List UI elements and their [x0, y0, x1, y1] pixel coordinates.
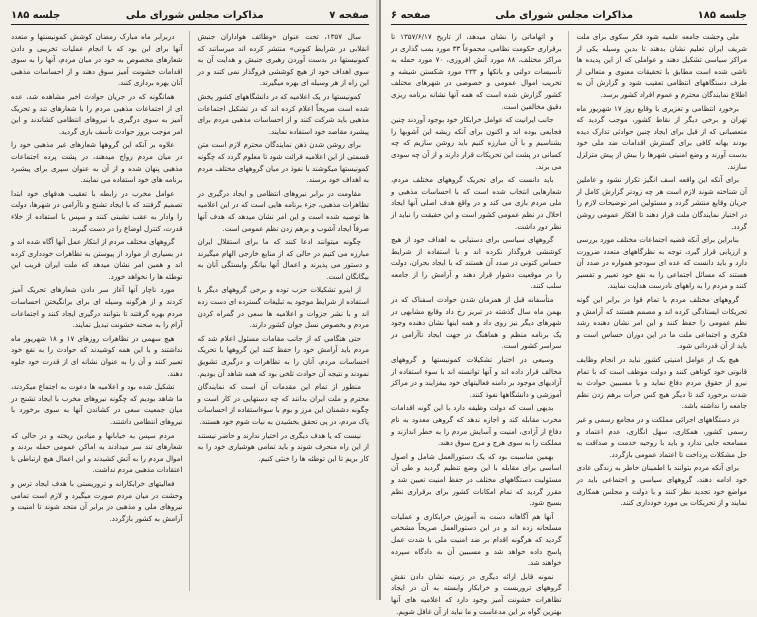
- paragraph: مقاومت در برابر نیروهای انتظامی و ایجاد درگیری در تظاهرات مذهبی، جزء برنامه هایی است که در این اعلامیه ها توصیه شده است و این امر نشان میدهد که هدف آنها صرفاً ایجاد آشوب و برهم زدن نظم عمومی است.: [197, 188, 369, 233]
- paragraph: مردم سپس به خیابانها و میادین ریخته و در حالی که شعارهای تند سر میدادند به اماکن عمومی حمله بردند و اموال مردم را به آتش کشیدند و این اعمال هیچ ارتباطی با اعتقادات مذهبی مردم نداشت.: [11, 430, 183, 475]
- paragraph: مورد ناچار آنها آغاز سر دادن شعارهای تحریک آمیز کردند و از هرگونه وسیله ای برای برانگیختن احساسات مردم بهره گرفتند تا بتوانند درگیری ایجاد کنند و اجتماعات آرام را به صحنه خشونت تبدیل نمایند.: [11, 285, 183, 330]
- paragraph: بهمین مناسبت بود که یک دستورالعمل شامل و اصول اساسی برای مقابله با این وضع تنظیم گردید و طی آن مسئولیت دستگاههای مختلف در حفظ امنیت تعیین شد و مقرر گردید که تمام امکانات کشور برای برقراری نظم بسیج شود.: [391, 451, 562, 508]
- paragraph: برای آنکه مردم بتوانند با اطمینان خاطر به زندگی عادی خود ادامه دهند، گروههای سیاسی و اجتماعی باید در مواضع خود تجدید نظر کنند و با دولت و مجلس همکاری نمایند و از تحریکات بی مورد خودداری کنند.: [576, 463, 747, 508]
- paragraph: بدیهی است که دولت وظیفه دارد با این گونه اقدامات مخرب مقابله کند و اجازه ندهد که گروهی معدود به نام دفاع از آزادی، امنیت و آسایش مردم را به خطر اندازند و مملکت را به سوی هرج و مرج سوق دهند.: [391, 403, 562, 448]
- session-number: جلسه ۱۸۵: [11, 10, 61, 21]
- left-page: [1, 0, 379, 600]
- paragraph: برای روشن شدن ذهن نمایندگان محترم لازم است متن قسمتی از این اعلامیه قرائت شود تا معلوم گردد که چگونه کمونیستها میکوشند با نفوذ در میان گروههای مختلف مردم به اهداف خود برسند.: [197, 140, 369, 185]
- paragraph: گروههای مختلف مردم از ابتکار عمل آنها آگاه شده اند و در بسیاری از موارد از پیوستن به تظاهرات خودداری کرده اند و همین امر نشان میدهد که ملت ایران فریب این توطئه ها را نخواهد خورد.: [11, 237, 183, 281]
- paragraph: تشکیل شده بود و اعلامیه ها دعوت به اجتماع میکردند، ما شاهد بودیم که چگونه نیروهای مخرب با ایجاد تشنج در میان جمعیت سعی در کشاندن آنها به سوی برخورد با نیروهای انتظامی داشتند.: [11, 382, 183, 426]
- paragraph: آنها هم آگاهانه دست به آموزش خرابکاری و عملیات مسلحانه زده اند و در این دستورالعمل صریحاً مشخص گردید که هرگونه اقدام بر ضد امنیت ملی با شدت عمل پاسخ داده خواهد شد و مسببین آن به دادگاه سپرده خواهند شد.: [391, 511, 562, 568]
- paragraph: دربرابر ماه مبارک رمضان کوشش کمونیستها و متعدد آنها برای این بود که با انجام عملیات تخریبی و دادن شعارهای مخصوص به خود در میان مردم، آنها را به سوی اقدامات خشونت آمیز سوق دهند و از احساسات مذهبی آنان بهره برداری کنند.: [11, 32, 183, 88]
- text-column: [11, 31, 190, 591]
- paragraph: حتی هنگامی که از جانب مقامات مسئول اعلام شد که مردم باید آرامش خود را حفظ کنند این گروهها با تحریک احساسات مردم، آنان را به تظاهرات و درگیری تشویق نمودند و نتیجه آن حوادث تلخی بود که همه شاهد آن بودیم.: [197, 333, 369, 378]
- text-column: [198, 31, 370, 591]
- paragraph: در دستگاههای اجرائی مملکت و در مجامع رسمی و غیر رسمی کشور، همکاری، سهل انگاری، عدم اعتماد و مسامحه جایی ندارد و باید با روحیه خدمت و صداقت به حل مشکلات پرداخت تا اعتماد عمومی بازگردد.: [576, 415, 747, 459]
- page-number: صفحه ۶: [391, 10, 431, 21]
- paragraph: وسیعی در اختیار تشکیلات کمونیستها و گروههای مخالف قرار داده اند و آنها توانسته اند با سوء استفاده از آزادیهای موجود بر دامنه فعالیتهای خود بیفزایند و در مراکز آموزشی و دانشگاهها نفوذ کنند.: [391, 355, 562, 399]
- paragraph: جانب ایرانیت که عوامل خرابکار خود بوجود آوردند چنین فجایعی بوده اند و اکنون برای آنکه ریشه این آشوبها را بشناسیم و با آن مبارزه کنیم باید روشن سازیم که چه کسانی در پشت این تحریکات قرار دارند و از آن چه سودی می برند.: [391, 115, 562, 171]
- paragraph: ملی وحشت جامعه علمیه شود فکر سکوی برای ملت شریف ایران تعلیم نشان بدهند تا بدین وسیله یکی از مراکز سیاسی تشکیل دهند و عواملی که از این پدیده ها ناشی شده است مطابق با تحقیقات معنوی و متعالی از طرف دستگاههای انتظامی تعقیب شود و گزارش آن به اطلاع نمایندگان محترم و عموم افراد کشور برسد.: [576, 32, 747, 99]
- paragraph: علاوه بر آنکه این گروهها شعارهای غیر مذهبی خود را در میان مردم رواج میدهند، در پشت پرده اجتماعات مذهبی پنهان شده و از آن به عنوان سپری برای پیشبرد برنامه های خود استفاده می نمایند.: [11, 140, 183, 185]
- paragraph: نمونه قابل ارائه دیگری در زمینه نشان دادن نقش گروههای تروریست و خرابکار وابسته به آن در ایجاد تظاهرات خشونت آمیز وجود دارد که اعلامیه های آنها بهترین گواه بر این مدعاست و ما نباید از آن غافل شویم.: [391, 571, 562, 616]
- paragraph: نیست که یا هدف دیگری در اختیار ندارند و حاضر نیستند از این راه منحرف شوند و باید تمامی هوشیاری خود را به کار بریم تا این توطئه ها را خنثی کنیم.: [197, 430, 369, 463]
- paragraph: گروههای مختلف مردم با تمام قوا در برابر این گونه تحریکات ایستادگی کرده اند و مصمم هستند که آرامش و نظم عمومی را حفظ کنند و این امر نشان دهنده رشد فکری و اجتماعی ملت ما در این دوران حساس است و باید از آن قدردانی شود.: [576, 295, 747, 351]
- paragraph: گروههای سیاسی برای دستیابی به اهداف خود از هیچ کوششی فروگذار نکرده اند و با استفاده از شرایط حساس کنونی در صدد آن هستند که با ایجاد بحران، دولت را در موقعیت دشوار قرار دهند و آرامش را از جامعه سلب کنند.: [391, 235, 562, 291]
- text-columns: [11, 31, 369, 591]
- paragraph: همانگونه که در جریان حوادث اخیر مشاهده شد، عده ای از اجتماعات مذهبی مردم را با شعارهای تند و تحریک آمیز به سوی درگیری با نیروهای انتظامی کشاندند و این امر موجب بروز حوادث تأسف باری گردید.: [11, 91, 183, 136]
- page-header: [11, 10, 369, 25]
- paragraph: فعالیتهای خرابکارانه و تروریستی با هدف ایجاد ترس و وحشت در میان مردم صورت میگیرد و لازم است تمامی نیروهای ملی و مذهبی در برابر آن متحد شوند تا امنیت و آرامش به کشور بازگردد.: [11, 478, 183, 523]
- paragraph: بنابراین برای آنکه قضیه اجتماعات مختلف مورد بررسی و ارزیابی قرار گیرد، توجه به نظرگاههای متعدد ضرورت دارد و باید دانست که عده ای سودجو همواره در صدد آن هستند که مسائل اجتماعی را به نفع خود تعبیر و تفسیر کنند و مردم را به راههای نادرست هدایت نمایند.: [576, 235, 747, 291]
- page-title: مذاکرات مجلس شورای ملی: [125, 10, 264, 21]
- paragraph: هیچ یک از عوامل امنیتی کشور نباید در انجام وظایف قانونی خود کوتاهی کنند و دولت موظف است که با تمام نیرو از حقوق مردم دفاع نماید و با مسببین حوادث به شدت برخورد کند تا دیگر هیچ کس جرأت برهم زدن نظم جامعه را نداشته باشد.: [576, 355, 747, 411]
- paragraph: منظور از تمام این مقدمات آن است که نمایندگان محترم و ملت ایران بدانند که چه دستهایی در کار است و چگونه دشمنان این مرز و بوم با سوءاستفاده از احساسات پاک مردم، در پی تحقق بخشیدن به نیات شوم خود هستند.: [197, 382, 369, 426]
- page-title: مذاکرات مجلس شورای ملی: [495, 10, 634, 21]
- paragraph: از اینرو تشکیلات حزب توده و برخی گروههای دیگر با استفاده از شرایط موجود به تبلیغات گسترده ای دست زده اند و با نشر جزوات و اعلامیه ها سعی در گمراه کردن مردم و بخصوص نسل جوان کشور دارند.: [197, 285, 369, 330]
- text-column: [577, 31, 748, 591]
- paragraph: و اتهاماتی را نشان میدهد، از تاریخ ۱۳۵۷/۶/۱۷ تا برقراری حکومت نظامی، مجموعاً ۳۳ مورد بمب گذاری در مراکز مختلف، ۸۸ مورد آتش افروزی، ۷۰ مورد حمله به تأسیسات دولتی و بانکها و ۲۳۳ مورد شکستن شیشه و تخریب اموال عمومی و خصوصی در شهرهای مختلف کشور گزارش شده است که همه آنها نشانه برنامه ریزی دقیق مخالفین است.: [391, 32, 562, 111]
- paragraph: سال ۱۳۵۷، تحت عنوان «وظائف هواداران جنبش انقلابی در شرایط کنونی» منتشر کرده اند میرسانند که کمونیستها در بدست آوردن رهبری جنبش و هدایت آن به سوی اهداف خود از هیچ کوششی فروگذار نمی کنند و در این راه از هر وسیله ای بهره میگیرند.: [197, 32, 369, 88]
- right-page: [379, 0, 757, 616]
- page-number: صفحه ۷: [329, 10, 369, 21]
- text-column: [391, 31, 569, 616]
- session-number: جلسه ۱۸۵: [697, 10, 747, 21]
- paragraph: متأسفانه قبل از همزمان شدن حوادث اسفناک که در بهمن ماه سال گذشته در تبریز رخ داد وقایع مشابهی در شهرهای دیگر نیز روی داد و همه اینها نشان دهنده وجود یک برنامه منظم و هماهنگ در جهت ایجاد ناآرامی در سراسر کشور است.: [391, 295, 562, 351]
- paragraph: هیچ سهمی در تظاهرات روزهای ۱۷ و ۱۸ شهریور ماه نداشتند و با این همه کوشیدند که حوادث را به نفع خود تعبیر کنند و آن را به عنوان نشانه ای از قدرت خود جلوه دهند.: [11, 333, 183, 378]
- paragraph: چگونه میتوانند ادعا کنند که ما برای استقلال ایران مبارزه می کنیم در حالی که از منابع خارجی الهام میگیرند و دستور می پذیرند و اعمال آنها بیانگر وابستگی آنان به بیگانگان است.: [197, 237, 369, 281]
- page-header: [391, 10, 747, 25]
- paragraph: برای آنکه این واقعه اسف انگیز تکرار نشود و عاملین آن شناخته شوند لازم است هر چه زودتر گزارش کامل از جریان وقایع منتشر گردد و مسئولین امر توضیحات لازم را در اختیار نمایندگان ملت قرار دهند تا افکار عمومی روشن گردد.: [576, 175, 747, 231]
- paragraph: برخورد انتظامی و تعزیری با وقایع روز ۱۷ شهریور ماه تهران و برخی دیگر از نقاط کشور، موجب گردید که متعصبانی که از قبل برای ایجاد چنین حوادثی تدارک دیده بودند بهانه کافی برای گسترش اقدامات ضد ملی خود بدست آورند و وضع امنیتی شهرها را بیش از پیش متزلزل سازند.: [576, 103, 747, 171]
- paragraph: باید دانست که برای تحریک گروههای مختلف مردم، شعارهایی انتخاب شده است که با احساسات مذهبی و ملی مردم بازی می کند و در واقع هدف اصلی آنها ایجاد اخلال در نظم عمومی کشور است و این حقیقت را نباید از نظر دور داشت.: [391, 175, 562, 231]
- paragraph: عوامل مخرب در رابطه با تعقیب هدفهای خود ابتدا تصمیم گرفتند که با ایجاد تشنج و ناآرامی در شهرها، دولت را وادار به عقب نشینی کنند و سپس با استفاده از خلاء قدرت، کنترل اوضاع را در دست گیرند.: [11, 188, 183, 233]
- page-gutter: [376, 0, 381, 600]
- text-columns: [391, 31, 747, 616]
- paragraph: کمونیستها در یک اعلامیه که در دانشگاههای کشور پخش شده است صریحاً اعلام کرده اند که در تشکیل اجتماعات مذهبی باید شرکت کنند و از احساسات مذهبی مردم برای پیشبرد مقاصد خود استفاده نمایند.: [197, 91, 369, 136]
